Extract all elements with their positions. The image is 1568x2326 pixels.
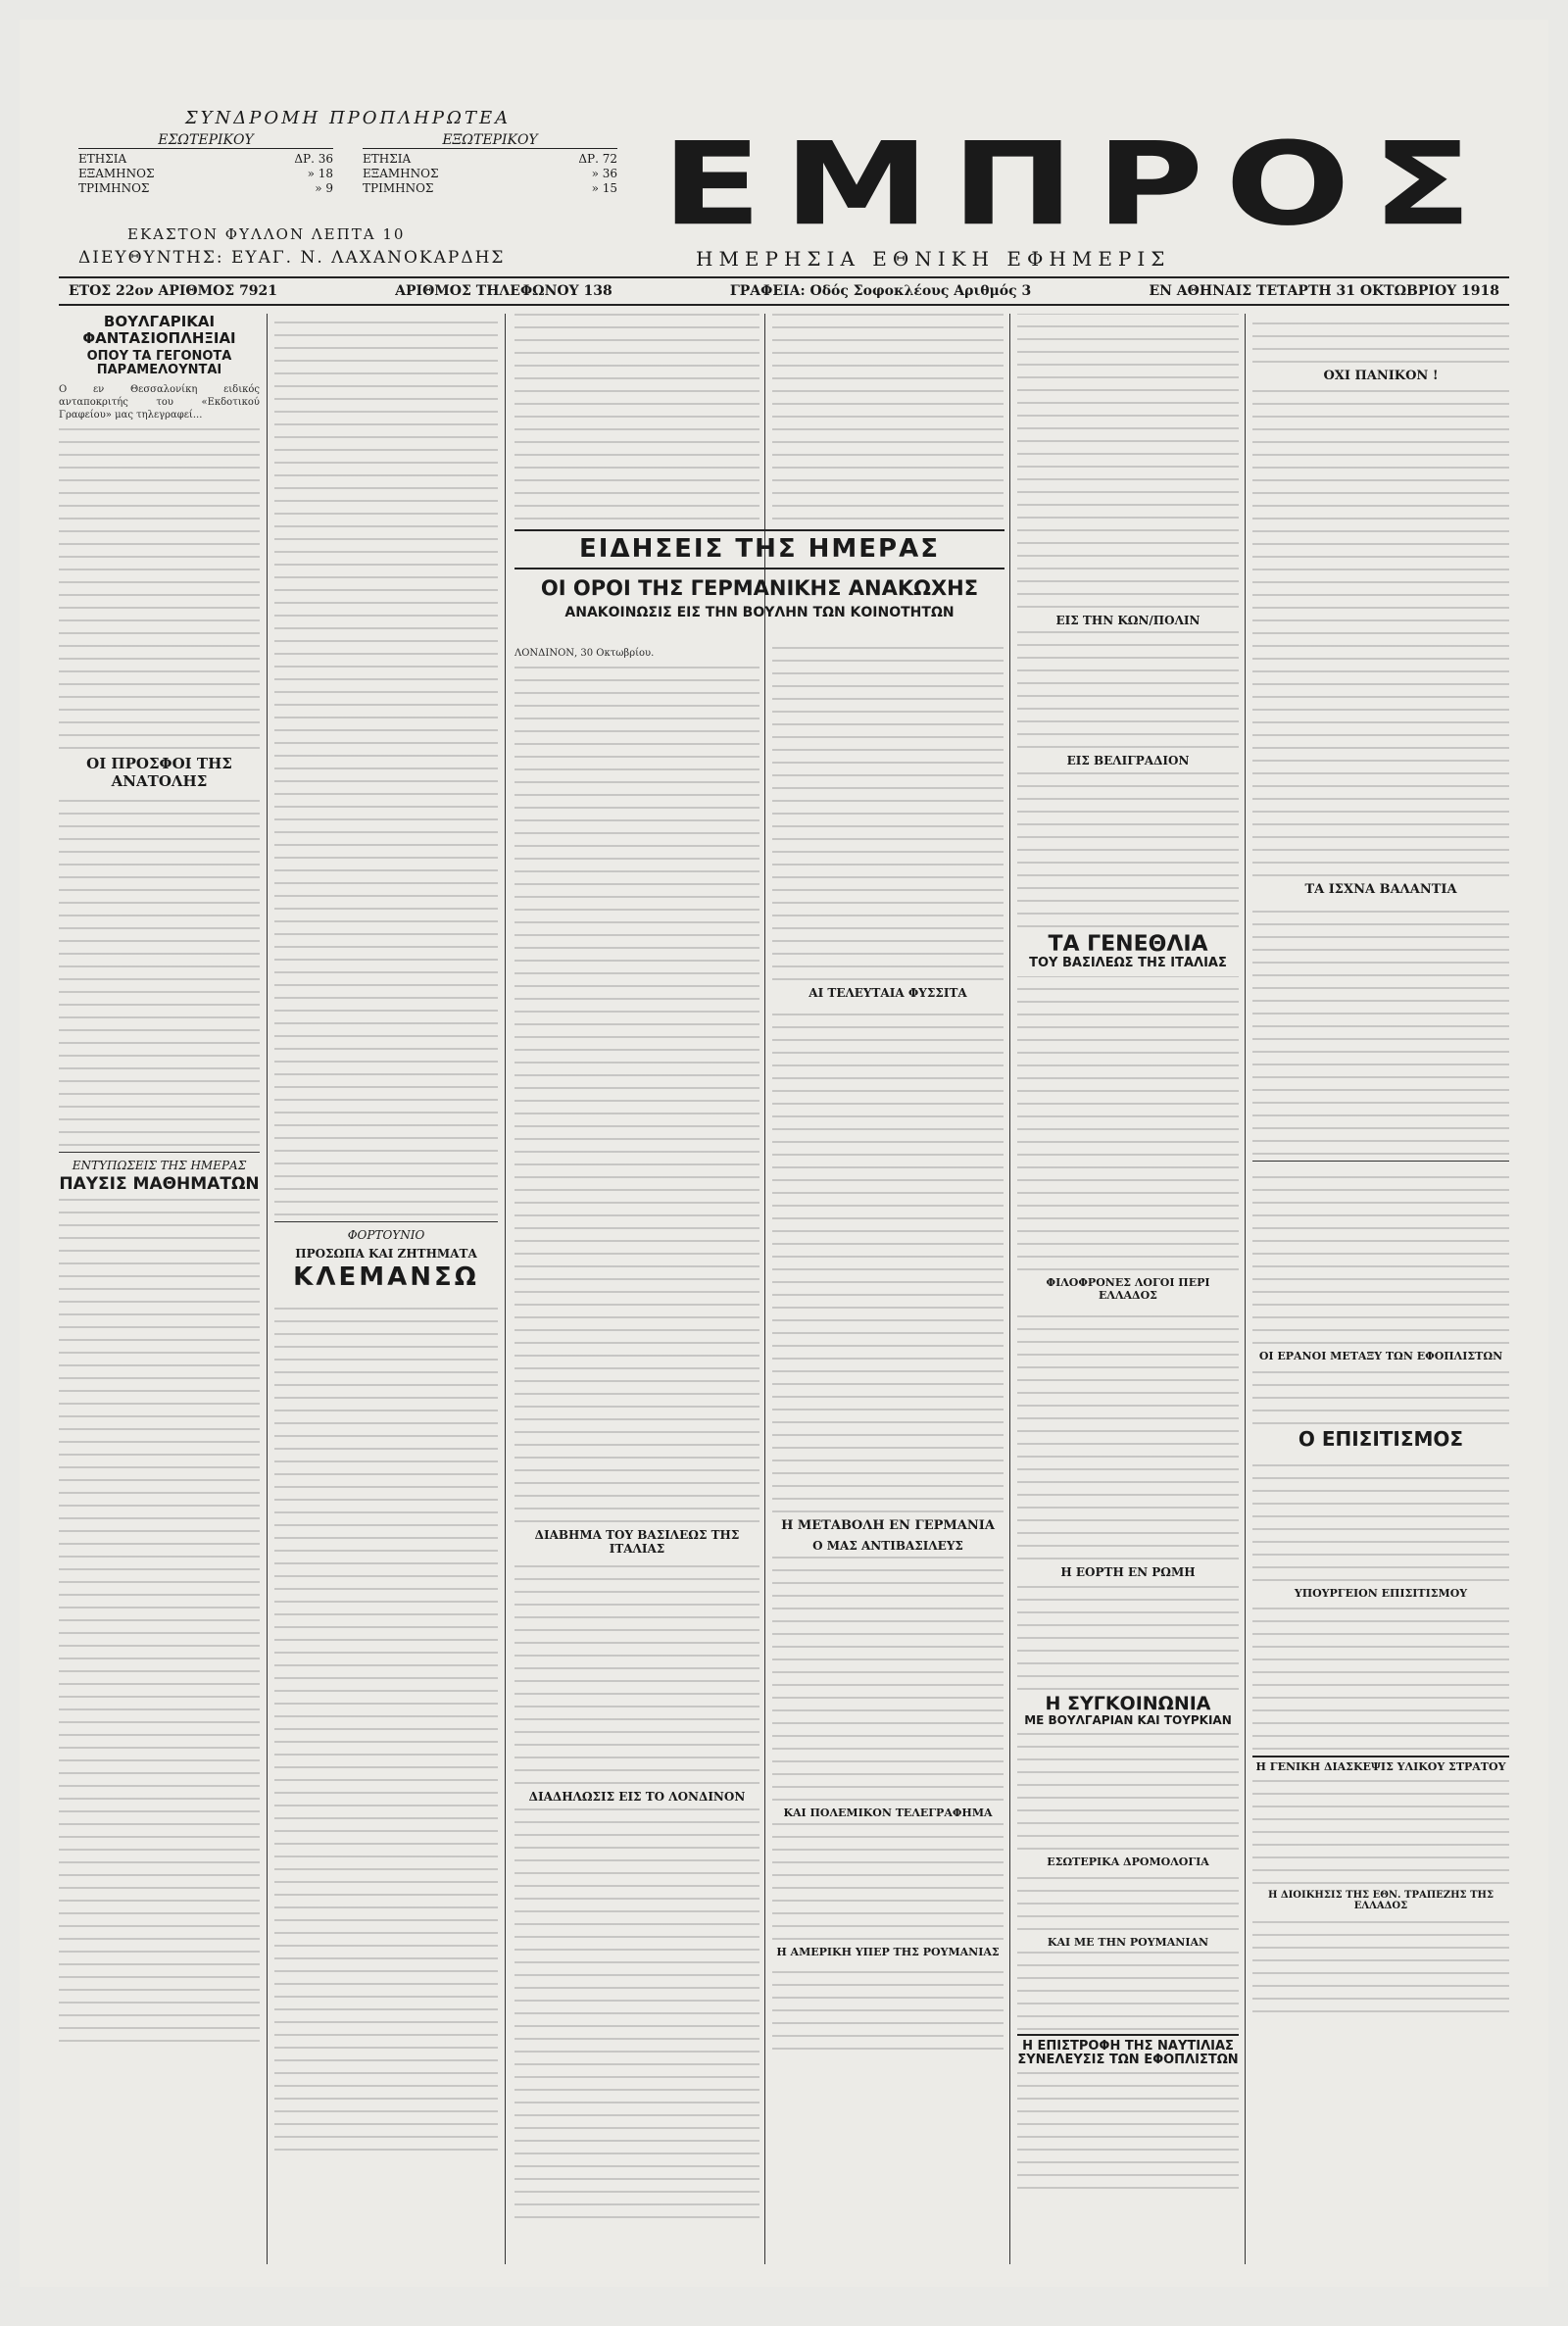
article-text-block	[1252, 1603, 1509, 1750]
section-regent: Ο ΜΑΣ ΑΝΤΙΒΑΣΙΛΕΥΣ	[812, 1539, 963, 1553]
article-text-block	[1017, 314, 1239, 608]
kicker-impressions: ΕΝΤΥΠΩΣΕΙΣ ΤΗΣ ΗΜΕΡΑΣ	[72, 1158, 247, 1172]
column-4-lower	[772, 647, 1004, 2050]
column-6	[1252, 314, 1509, 2012]
subhead-commons: ΑΝΑΚΟΙΝΩΣΙΣ ΕΙΣ ΤΗΝ ΒΟΥΛΗΝ ΤΩΝ ΚΟΙΝΟΤΗΤΩΝ	[564, 604, 955, 620]
column-3-lower	[514, 647, 760, 2218]
rate-value: » 36	[591, 167, 617, 180]
article-text-block	[514, 1806, 760, 2218]
newspaper-subtitle: ΗΜΕΡΗΣΙΑ ΕΘΝΙΚΗ ΕΦΗΜΕΡΙΣ	[696, 247, 1171, 271]
rate-value: ΔΡ. 36	[294, 152, 333, 166]
issue-number: ΕΤΟΣ 22ον ΑΡΙΘΜΟΣ 7921	[69, 283, 278, 299]
section-ministry: ΥΠΟΥΡΓΕΙΟΝ ΕΠΙΣΙΤΙΣΜΟΥ	[1294, 1587, 1468, 1600]
subhead-bulgarian: ΟΠΟΥ ΤΑ ΓΕΓΟΝΟΤΑ ΠΑΡΑΜΕΛΟΥΝΤΑΙ	[86, 349, 232, 378]
column-rule	[505, 314, 506, 2264]
rate-key: ΕΤΗΣΙΑ	[363, 152, 412, 166]
article-text-block	[1252, 1167, 1509, 1344]
rate-key: ΤΡΙΜΗΝΟΣ	[78, 181, 150, 195]
single-issue-price: ΕΚΑΣΤΟΝ ΦΥΛΛΟΝ ΛΕΠΤΑ 10	[127, 225, 406, 243]
rate-key: ΕΞΑΜΗΝΟΣ	[363, 167, 439, 180]
issue-date: ΕΝ ΑΘΗΝΑΙΣ ΤΕΤΑΡΤΗ 31 ΟΚΤΩΒΡΙΟΥ 1918	[1149, 283, 1499, 299]
section-belgrade: ΕΙΣ ΒΕΛΙΓΡΑΔΙΟΝ	[1066, 754, 1190, 767]
article-text-block	[772, 1961, 1004, 2050]
section-routes: ΕΣΩΤΕΡΙΚΑ ΔΡΟΜΟΛΟΓΙΑ	[1047, 1855, 1209, 1868]
section-shipowner-collections: ΟΙ ΕΡΑΝΟΙ ΜΕΤΑΞΥ ΤΩΝ ΕΦΟΠΛΙΣΤΩΝ	[1258, 1350, 1503, 1362]
headline-armistice: ΟΙ ΟΡΟΙ ΤΗΣ ΓΕΡΜΑΝΙΚΗΣ ΑΝΑΚΩΧΗΣ	[540, 575, 979, 600]
news-of-day-block	[514, 529, 1004, 620]
section-national-bank: Η ΔΙΟΙΚΗΣΙΣ ΤΗΣ ΕΘΝ. ΤΡΑΠΕΖΗΣ ΤΗΣ ΕΛΛΑΔΟΣ	[1267, 1890, 1494, 1911]
phone-number: ΑΡΙΘΜΟΣ ΤΗΛΕΦΩΝΟΥ 138	[395, 283, 612, 299]
newspaper-page	[20, 20, 1548, 2287]
section-greece-words: ΦΙΛΟΦΡΟΝΕΣ ΛΟΓΟΙ ΠΕΡΙ ΕΛΛΑΔΟΣ	[1046, 1276, 1210, 1303]
director-line: ΔΙΕΥΘΥΝΤΗΣ: ΕΥΑΓ. Ν. ΛΑΧΑΝΟΚΑΡΔΗΣ	[78, 248, 506, 268]
kicker-fortunio: ΦΟΡΤΟΥΝΙΟ	[347, 1228, 425, 1242]
article-text-block	[772, 314, 1004, 520]
section-diabema: ΔΙΑΒΗΜΑ ΤΟΥ ΒΑΣΙΛΕΩΣ ΤΗΣ ΙΤΑΛΙΑΣ	[534, 1528, 740, 1556]
rate-value: » 18	[307, 167, 333, 180]
article-text-block	[772, 1003, 1004, 1512]
foreign-rates	[363, 132, 617, 196]
section-rome-feast: Η ΕΟΡΤΗ ΕΝ ΡΩΜΗ	[1060, 1565, 1196, 1580]
section-germany-change: Η ΜΕΤΑΒΟΛΗ ΕΝ ΓΕΡΜΑΝΙΑ	[781, 1518, 995, 1533]
section-constantinople: ΕΙΣ ΤΗΝ ΚΩΝ/ΠΟΛΙΝ	[1055, 614, 1200, 627]
article-text-block	[1252, 1914, 1509, 2012]
section-demonstration: ΔΙΑΔΗΛΩΣΙΣ ΕΙΣ ΤΟ ΛΟΝΔΙΝΟΝ	[528, 1790, 746, 1804]
article-text-block	[1017, 976, 1239, 1270]
article-text-block	[772, 1556, 1004, 1801]
section-army-conference: Η ΓΕΝΙΚΗ ΔΙΑΣΚΕΨΙΣ ΥΛΙΚΟΥ ΣΤΡΑΤΟΥ	[1252, 1756, 1509, 1773]
foreign-label: ΕΞΩΤΕΡΙΚΟΥ	[363, 132, 617, 149]
column-2	[274, 314, 498, 2151]
section-america-romania: Η ΑΜΕΡΙΚΗ ΥΠΕΡ ΤΗΣ ΡΟΥΜΑΝΙΑΣ	[776, 1946, 1000, 1958]
rate-key: ΕΤΗΣΙΑ	[78, 152, 127, 166]
column-3	[514, 314, 760, 520]
article-text-block	[1252, 900, 1509, 1155]
news-banner: ΕΙΔΗΣΕΙΣ ΤΗΣ ΗΜΕΡΑΣ	[514, 529, 1004, 569]
subhead-shipowners: ΣΥΝΕΛΕΥΣΙΣ ΤΩΝ ΕΦΟΠΛΙΣΤΩΝ	[1017, 2052, 1239, 2067]
subhead-king-italy: ΤΟΥ ΒΑΣΙΛΕΩΣ ΤΗΣ ΙΤΑΛΙΑΣ	[1029, 956, 1227, 971]
domestic-rates	[78, 132, 333, 196]
headline-classes: ΠΑΥΣΙΣ ΜΑΘΗΜΑΤΩΝ	[59, 1173, 260, 1194]
dateline-london: ΛΟΝΔΙΝΟΝ, 30 Οκτωβρίου.	[514, 648, 655, 659]
article-text-block	[514, 1559, 760, 1784]
domestic-label: ΕΣΩΤΕΡΙΚΟΥ	[78, 132, 333, 149]
article-text-block	[274, 1298, 498, 2151]
offices-address: ΓΡΑΦΕΙΑ: Οδός Σοφοκλέους Αριθμός 3	[729, 283, 1032, 299]
column-rule	[267, 314, 268, 2264]
issue-info-bar	[59, 276, 1509, 306]
section-telegram: ΚΑΙ ΠΟΛΕΜΙΚΟΝ ΤΕΛΕΓΡΑΦΗΜΑ	[783, 1806, 993, 1819]
article-text-block	[59, 1199, 260, 2042]
article-text-block	[1252, 386, 1509, 876]
headline-provisioning: Ο ΕΠΙΣΙΤΙΣΜΟΣ	[1298, 1427, 1464, 1451]
section-last-news: ΑΙ ΤΕΛΕΥΤΑΙΑ ΦΥΣΣΙΤΑ	[808, 986, 967, 1000]
newspaper-title: ΕΜΠΡΟΣ	[662, 118, 1494, 252]
rate-value: » 15	[591, 181, 617, 195]
headline-clemenceau: ΚΛΕΜΑΝΣΩ	[293, 1262, 479, 1292]
article-text-block	[1017, 2071, 1239, 2189]
column-rule	[1009, 314, 1010, 2264]
rate-value: ΔΡ. 72	[578, 152, 617, 166]
headline-birthday: ΤΑ ΓΕΝΕΘΛΙΑ	[1048, 932, 1208, 957]
article-text-block	[1017, 1582, 1239, 1690]
article-text-block	[1017, 1952, 1239, 2030]
masthead	[20, 20, 1548, 271]
article-text-block	[1252, 1776, 1509, 1884]
section-romania: ΚΑΙ ΜΕ ΤΗΝ ΡΟΥΜΑΝΙΑΝ	[1047, 1935, 1209, 1949]
article-text-block	[772, 1822, 1004, 1940]
article-text-block	[59, 425, 260, 749]
lead-paragraph: Ο εν Θεσσαλονίκη ειδικός ανταποκριτής του «Εκδοτικού Γραφείου» μας τηλεγραφεί...	[59, 383, 260, 421]
article-text-block	[1252, 1454, 1509, 1581]
headline-communication: Η ΣΥΓΚΟΙΝΩΝΙΑ	[1045, 1693, 1211, 1715]
article-text-block	[1017, 1871, 1239, 1930]
headline-bulgarian: ΒΟΥΛΓΑΡΙΚΑΙ ΦΑΝΤΑΣΙΟΠΛΗΞΙΑΙ	[82, 313, 236, 347]
column-rule	[1245, 314, 1246, 2264]
section-anatolia: ΟΙ ΠΡΟΣΦΟΙ ΤΗΣ ΑΝΑΤΟΛΗΣ	[86, 754, 232, 790]
article-text-block	[1017, 1305, 1239, 1559]
section-thin-purses: ΤΑ ΙΣΧΝΑ ΒΑΛΑΝΤΙΑ	[1304, 882, 1457, 897]
subscription-box	[78, 108, 617, 196]
section-no-panic: ΟΧΙ ΠΑΝΙΚΟΝ !	[1323, 369, 1439, 383]
column-5	[1017, 314, 1239, 2189]
article-text-block	[1017, 770, 1239, 927]
column-1	[59, 314, 260, 2042]
article-text-block	[772, 647, 1004, 980]
rate-key: ΤΡΙΜΗΝΟΣ	[363, 181, 434, 195]
article-text-block	[274, 314, 498, 1215]
article-text-block	[514, 314, 760, 520]
subscription-title: ΣΥΝΔΡΟΜΗ ΠΡΟΠΛΗΡΩΤΕΑ	[184, 108, 512, 128]
subhead-bulgaria-turkey: ΜΕ ΒΟΥΛΓΑΡΙΑΝ ΚΑΙ ΤΟΥΡΚΙΑΝ	[1024, 1713, 1232, 1728]
rate-value: » 9	[315, 181, 333, 195]
rate-key: ΕΞΑΜΗΝΟΣ	[78, 167, 155, 180]
article-text-block	[514, 660, 760, 1522]
article-text-block	[1017, 630, 1239, 748]
headline-shipping: Η ΕΠΙΣΤΡΟΦΗ ΤΗΣ ΝΑΥΤΙΛΙΑΣ	[1017, 2034, 1239, 2054]
column-4	[772, 314, 1004, 520]
article-text-block	[1017, 1732, 1239, 1850]
article-text-block	[1252, 314, 1509, 363]
article-text-block	[59, 793, 260, 1146]
article-text-block	[1252, 1365, 1509, 1424]
subhead-persons: ΠΡΟΣΩΠΑ ΚΑΙ ΖΗΤΗΜΑΤΑ	[295, 1247, 477, 1261]
